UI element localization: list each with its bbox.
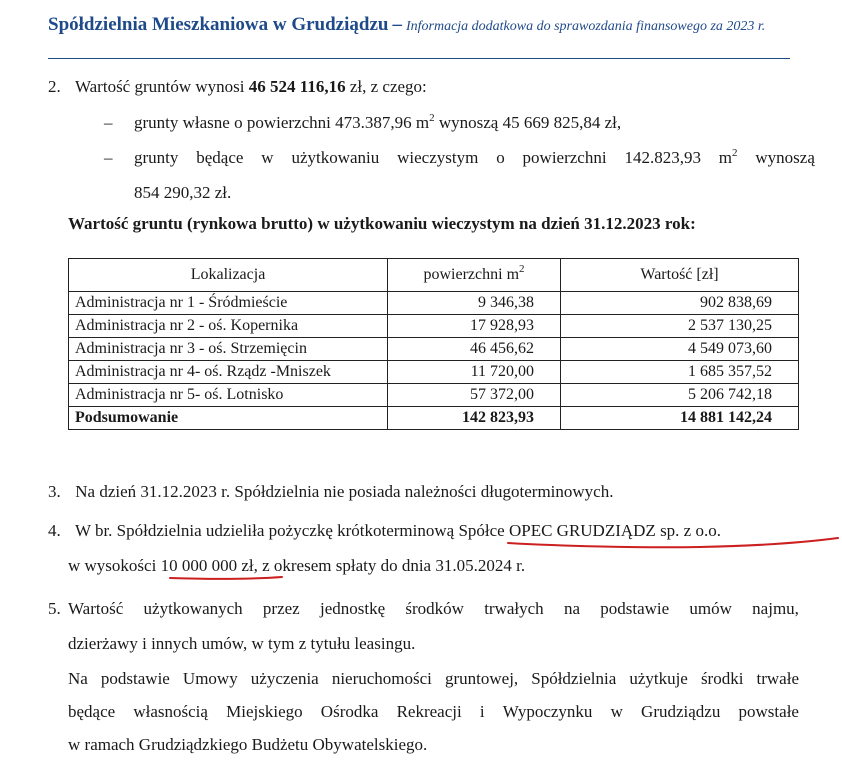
section-5-word: i [479, 702, 485, 721]
cell-location: Administracja nr 4- oś. Rządz -Mniszek [69, 361, 388, 384]
bullet-2-unit-text: m [718, 148, 733, 167]
cell-area: 17 928,93 [388, 315, 561, 338]
section-4-number: 4. [48, 521, 61, 540]
cell-value: 1 685 357,52 [561, 361, 799, 384]
cell-area: 46 456,62 [388, 338, 561, 361]
section-2-intro-suffix: zł, z czego: [345, 77, 427, 96]
cell-value: 4 549 073,60 [561, 338, 799, 361]
section-5-word: powstałe [738, 702, 799, 721]
section-5-word: Ośrodka [320, 702, 379, 721]
bullet-1-before: grunty własne o powierzchni 473.387,96 m [134, 113, 430, 132]
section-5-line-5: w ramach Grudziądzkiego Budżetu Obywatelskiego. [68, 735, 428, 754]
cell-area: 11 720,00 [388, 361, 561, 384]
column-header-location: Lokalizacja [69, 259, 388, 292]
section-5-word: Umowy [182, 669, 238, 688]
summary-value: 14 881 142,24 [561, 407, 799, 430]
header-dash: – [392, 14, 402, 35]
section-5-word: trwałe [756, 669, 799, 688]
cell-value: 902 838,69 [561, 292, 799, 315]
column-header-value: Wartość [zł] [561, 259, 799, 292]
cell-area: 57 372,00 [388, 384, 561, 407]
bullet-2-sup: 2 [732, 147, 738, 159]
summary-area: 142 823,93 [388, 407, 561, 430]
column-header-area-text: powierzchni m [423, 266, 520, 283]
section-5-word: użytkowanych [143, 599, 243, 618]
table-heading: Wartość gruntu (rynkowa brutto) w użytkowaniu wieczystym na dzień 31.12.2023 rok: [68, 214, 696, 233]
cell-location: Administracja nr 2 - oś. Kopernika [69, 315, 388, 338]
section-3-text: Na dzień 31.12.2023 r. Spółdzielnia nie posiada należności długoterminowych. [75, 482, 614, 501]
bullet-2-line-2: 854 290,32 zł. [134, 183, 232, 202]
bullet-1-after: wynoszą 45 669 825,84 zł, [434, 113, 622, 132]
section-4-line-2-after: , z okresem spłaty do dnia 31.05.2024 r. [253, 556, 526, 575]
bullet-2-word: 142.823,93 [624, 148, 701, 167]
section-5-word: umów [689, 599, 732, 618]
section-5-word: podstawie [600, 599, 670, 618]
section-5-word: środków [405, 599, 464, 618]
header-subtitle: Informacja dodatkowa do sprawozdania finansowego za 2023 r. [405, 19, 766, 34]
organization-name: Spółdzielnia Mieszkaniowa w Grudziądzu [48, 14, 389, 35]
bullet-2-word: wynoszą [755, 148, 815, 167]
section-5-word: Wartość [68, 599, 124, 618]
section-5-number: 5. [48, 599, 61, 618]
section-4-text: W br. Spółdzielnia udzieliła pożyczkę krótkoterminową Spółce OPEC GRUDZIĄDZ sp. z o.o. [74, 521, 721, 540]
section-5-word: Rekreacji [396, 702, 462, 721]
cell-value: 2 537 130,25 [561, 315, 799, 338]
section-4-line-2-before: w wysokości [68, 556, 161, 575]
summary-label: Podsumowanie [69, 407, 388, 430]
section-5-line-1 [68, 599, 799, 619]
section-5-word: najmu, [752, 599, 799, 618]
section-2-number: 2. [48, 77, 61, 96]
bullet-1-marker: – [104, 113, 113, 132]
section-5-word: Grudziądzu [641, 702, 721, 721]
land-total-value: 46 524 116,16 [248, 77, 346, 96]
bullet-2-marker: – [104, 148, 113, 167]
section-5-word: jednostkę [319, 599, 386, 618]
section-5-word: przez [262, 599, 300, 618]
bullet-2-word: wieczystym [397, 148, 479, 167]
cell-area: 9 346,38 [388, 292, 561, 315]
loan-amount: 10 000 000 zł [160, 556, 254, 575]
section-5-word: gruntowej, [444, 669, 519, 688]
section-5-word: w [610, 702, 623, 721]
cell-location: Administracja nr 5- oś. Lotnisko [69, 384, 388, 407]
section-5-word: Na [68, 669, 88, 688]
bullet-1-sup: 2 [429, 112, 435, 124]
cell-value: 5 206 742,18 [561, 384, 799, 407]
section-5-line-3 [68, 669, 799, 689]
section-5-word: trwałych [484, 599, 544, 618]
section-5-word: użyczenia [250, 669, 319, 688]
section-5-word: Miejskiego [226, 702, 303, 721]
section-3-number: 3. [48, 482, 61, 501]
bullet-2-word: w [261, 148, 274, 167]
cell-location: Administracja nr 3 - oś. Strzemięcin [69, 338, 388, 361]
section-2-intro-text: Wartość gruntów wynosi [74, 77, 249, 96]
cell-location: Administracja nr 1 - Śródmieście [69, 292, 388, 315]
section-5-word: środki [700, 669, 744, 688]
section-5-word: nieruchomości [331, 669, 432, 688]
bullet-2-word: będące [196, 148, 244, 167]
section-5-line-2: dzierżawy i innych umów, w tym z tytułu leasingu. [68, 634, 416, 653]
section-5-word: na [563, 599, 580, 618]
section-5-word: Wypoczynku [502, 702, 593, 721]
section-5-line-4 [68, 702, 799, 722]
section-5-word: własnością [133, 702, 208, 721]
bullet-2-word: powierzchni [522, 148, 607, 167]
section-5-word: podstawie [100, 669, 170, 688]
underline-company-name [508, 538, 838, 547]
bullet-2-word: użytkowaniu [291, 148, 380, 167]
bullet-2-word: o [496, 148, 505, 167]
bullet-2-word: grunty [134, 148, 179, 167]
section-5-word: będące [68, 702, 116, 721]
section-5-word: Spółdzielnia [531, 669, 617, 688]
underline-loan-amount [170, 577, 282, 579]
section-5-word: użytkuje [629, 669, 688, 688]
column-header-area-sup: 2 [519, 263, 525, 275]
